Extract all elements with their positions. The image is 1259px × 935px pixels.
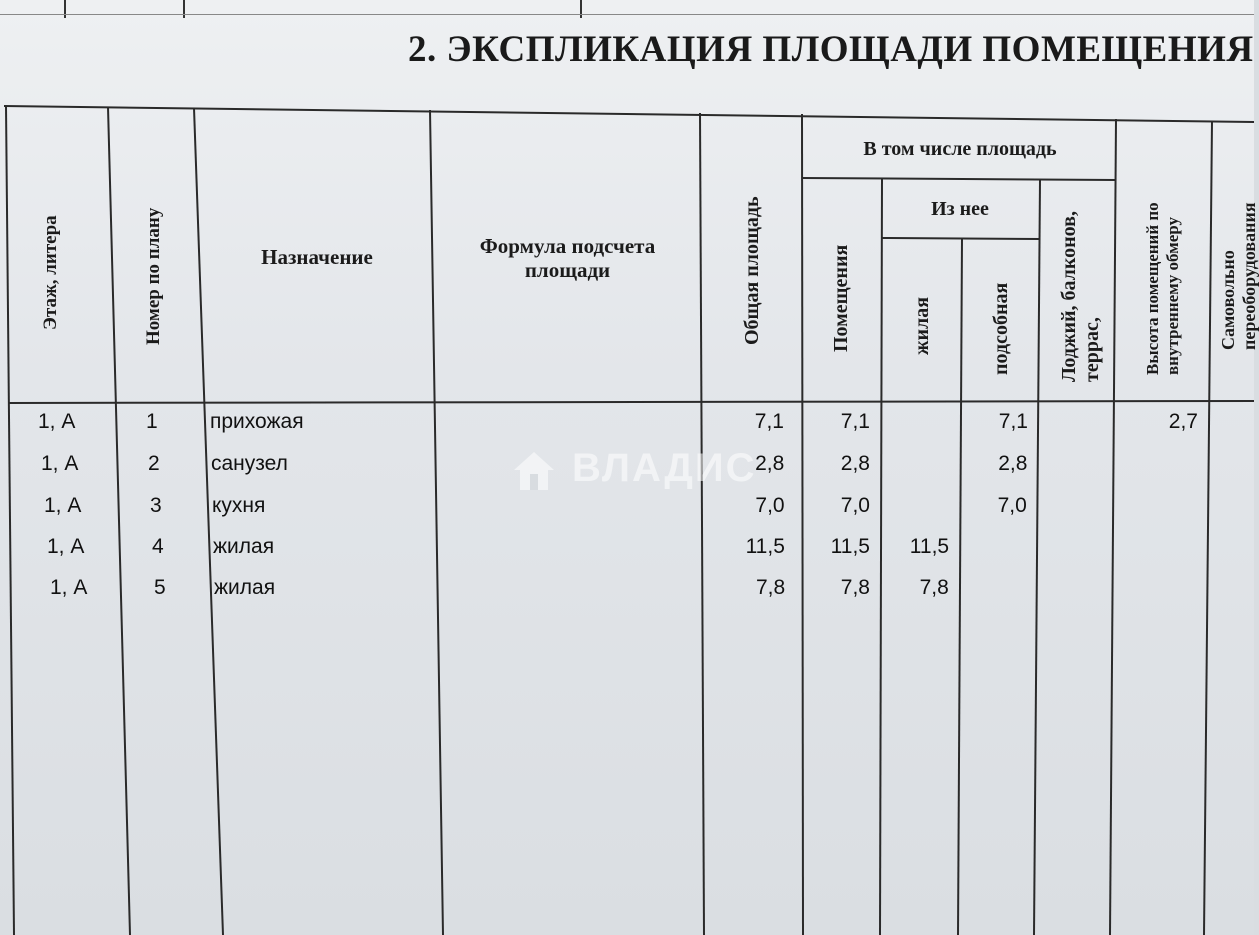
cell-purpose: прихожая: [210, 410, 304, 433]
cell-total: 7,1: [754, 410, 784, 433]
header-premises: Помещения: [830, 244, 852, 352]
cell-premises: 11,5: [830, 535, 870, 558]
document-title: 2. ЭКСПЛИКАЦИЯ ПЛОЩАДИ ПОМЕЩЕНИЯ: [408, 29, 1254, 70]
cell-aux: 2,8: [998, 452, 1028, 475]
cell-total: 7,0: [755, 494, 785, 517]
cell-aux: 7,1: [998, 410, 1028, 433]
cell-aux: 7,0: [997, 494, 1027, 517]
cell-living: 7,8: [919, 576, 949, 599]
cell-purpose: кухня: [212, 494, 266, 517]
header-self-rebuilt: Самовольно переоборудования: [1218, 202, 1259, 350]
cell-premises: 2,8: [840, 452, 870, 475]
header-of-which: Из нее: [931, 198, 989, 220]
cell-purpose: санузел: [211, 452, 288, 475]
header-total-area: Общая площадь: [741, 196, 763, 345]
cell-total: 2,8: [755, 452, 785, 475]
cell-num: 2: [148, 452, 160, 475]
header-purpose: Назначение: [261, 245, 373, 269]
header-plan-number: Номер по плану: [143, 207, 164, 345]
header-formula: Формула подсчета площади: [479, 234, 656, 283]
cell-total: 11,5: [745, 535, 785, 558]
cell-purpose: жилая: [213, 535, 275, 558]
watermark-house-icon: [512, 450, 556, 492]
cell-living: 11,5: [909, 535, 950, 558]
header-auxiliary: подсобная: [990, 282, 1012, 375]
header-loggias: Лоджий, балконов, террас,: [1058, 211, 1103, 382]
cell-floor: 1, А: [44, 494, 82, 517]
cell-num: 4: [152, 535, 164, 558]
cell-height: 2,7: [1168, 410, 1198, 433]
header-height: Высота помещений по внутреннему обмеру: [1143, 202, 1182, 375]
watermark-text: ВЛАДИС: [572, 446, 757, 490]
header-living: жилая: [911, 296, 933, 355]
cell-total: 7,8: [755, 576, 786, 599]
cell-purpose: жилая: [214, 576, 276, 599]
cell-num: 5: [154, 576, 166, 599]
cell-floor: 1, А: [38, 410, 76, 433]
cell-floor: 1, А: [50, 576, 88, 599]
cell-premises: 7,1: [840, 410, 870, 433]
cell-premises: 7,0: [840, 494, 870, 517]
cell-num: 1: [146, 410, 158, 433]
cell-floor: 1, А: [47, 535, 85, 558]
header-including-area: В том числе площадь: [863, 138, 1057, 160]
cell-floor: 1, А: [41, 452, 79, 475]
cell-premises: 7,8: [840, 576, 870, 599]
cell-num: 3: [150, 494, 162, 517]
header-floor: Этаж, литера: [40, 215, 61, 330]
